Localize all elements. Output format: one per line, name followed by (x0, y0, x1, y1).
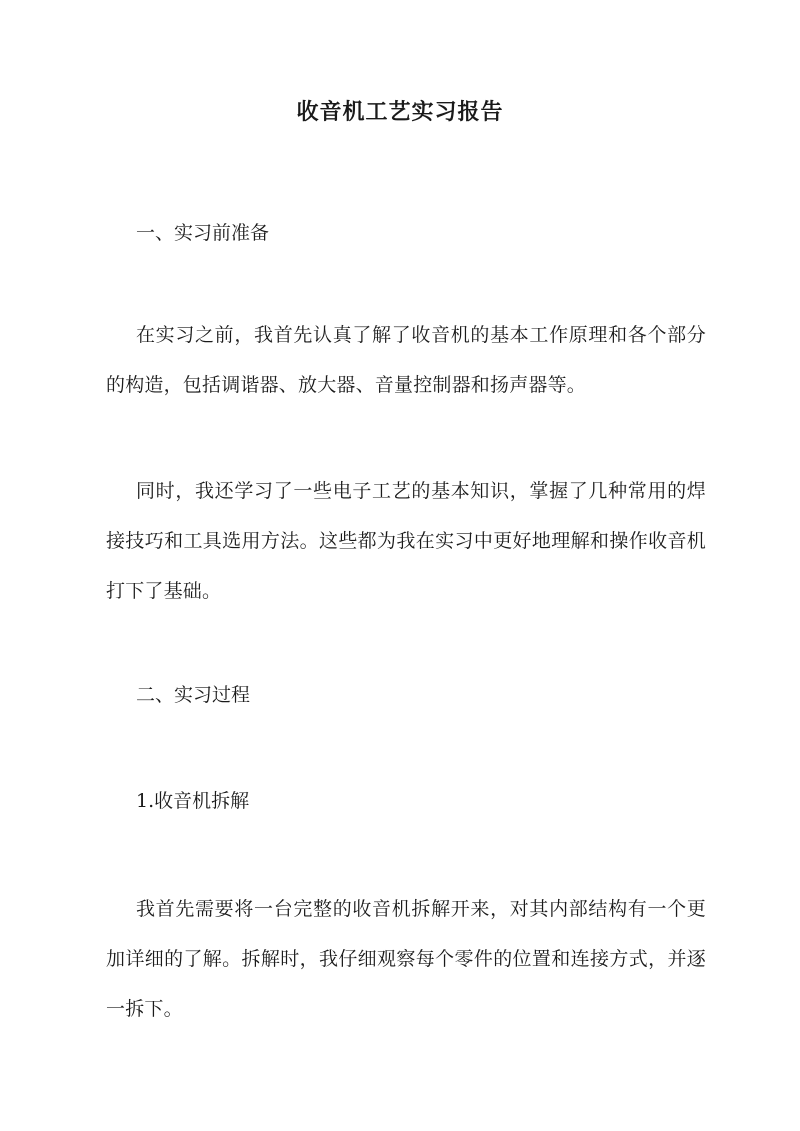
section-heading-preparation: 一、实习前准备 (136, 222, 270, 244)
section-heading-process: 二、实习过程 (136, 684, 251, 706)
document-title: 收音机工艺实习报告 (296, 99, 504, 125)
paragraph-skills: 同时，我还学习了一些电子工艺的基本知识，掌握了几种常用的焊接技巧和工具选用方法。这些都为我在实习中更好地理解和操作收音机打下了基础。 (106, 480, 706, 602)
subheading-disassembly: 1.收音机拆解 (136, 790, 250, 812)
paragraph-disassembly: 我首先需要将一台完整的收音机拆解开来，对其内部结构有一个更加详细的了解。拆解时，我仔细观察每个零件的位置和连接方式，并逐一拆下。 (106, 898, 706, 1020)
paragraph-principles: 在实习之前，我首先认真了解了收音机的基本工作原理和各个部分的构造，包括调谐器、放大器、音量控制器和扬声器等。 (106, 324, 706, 396)
